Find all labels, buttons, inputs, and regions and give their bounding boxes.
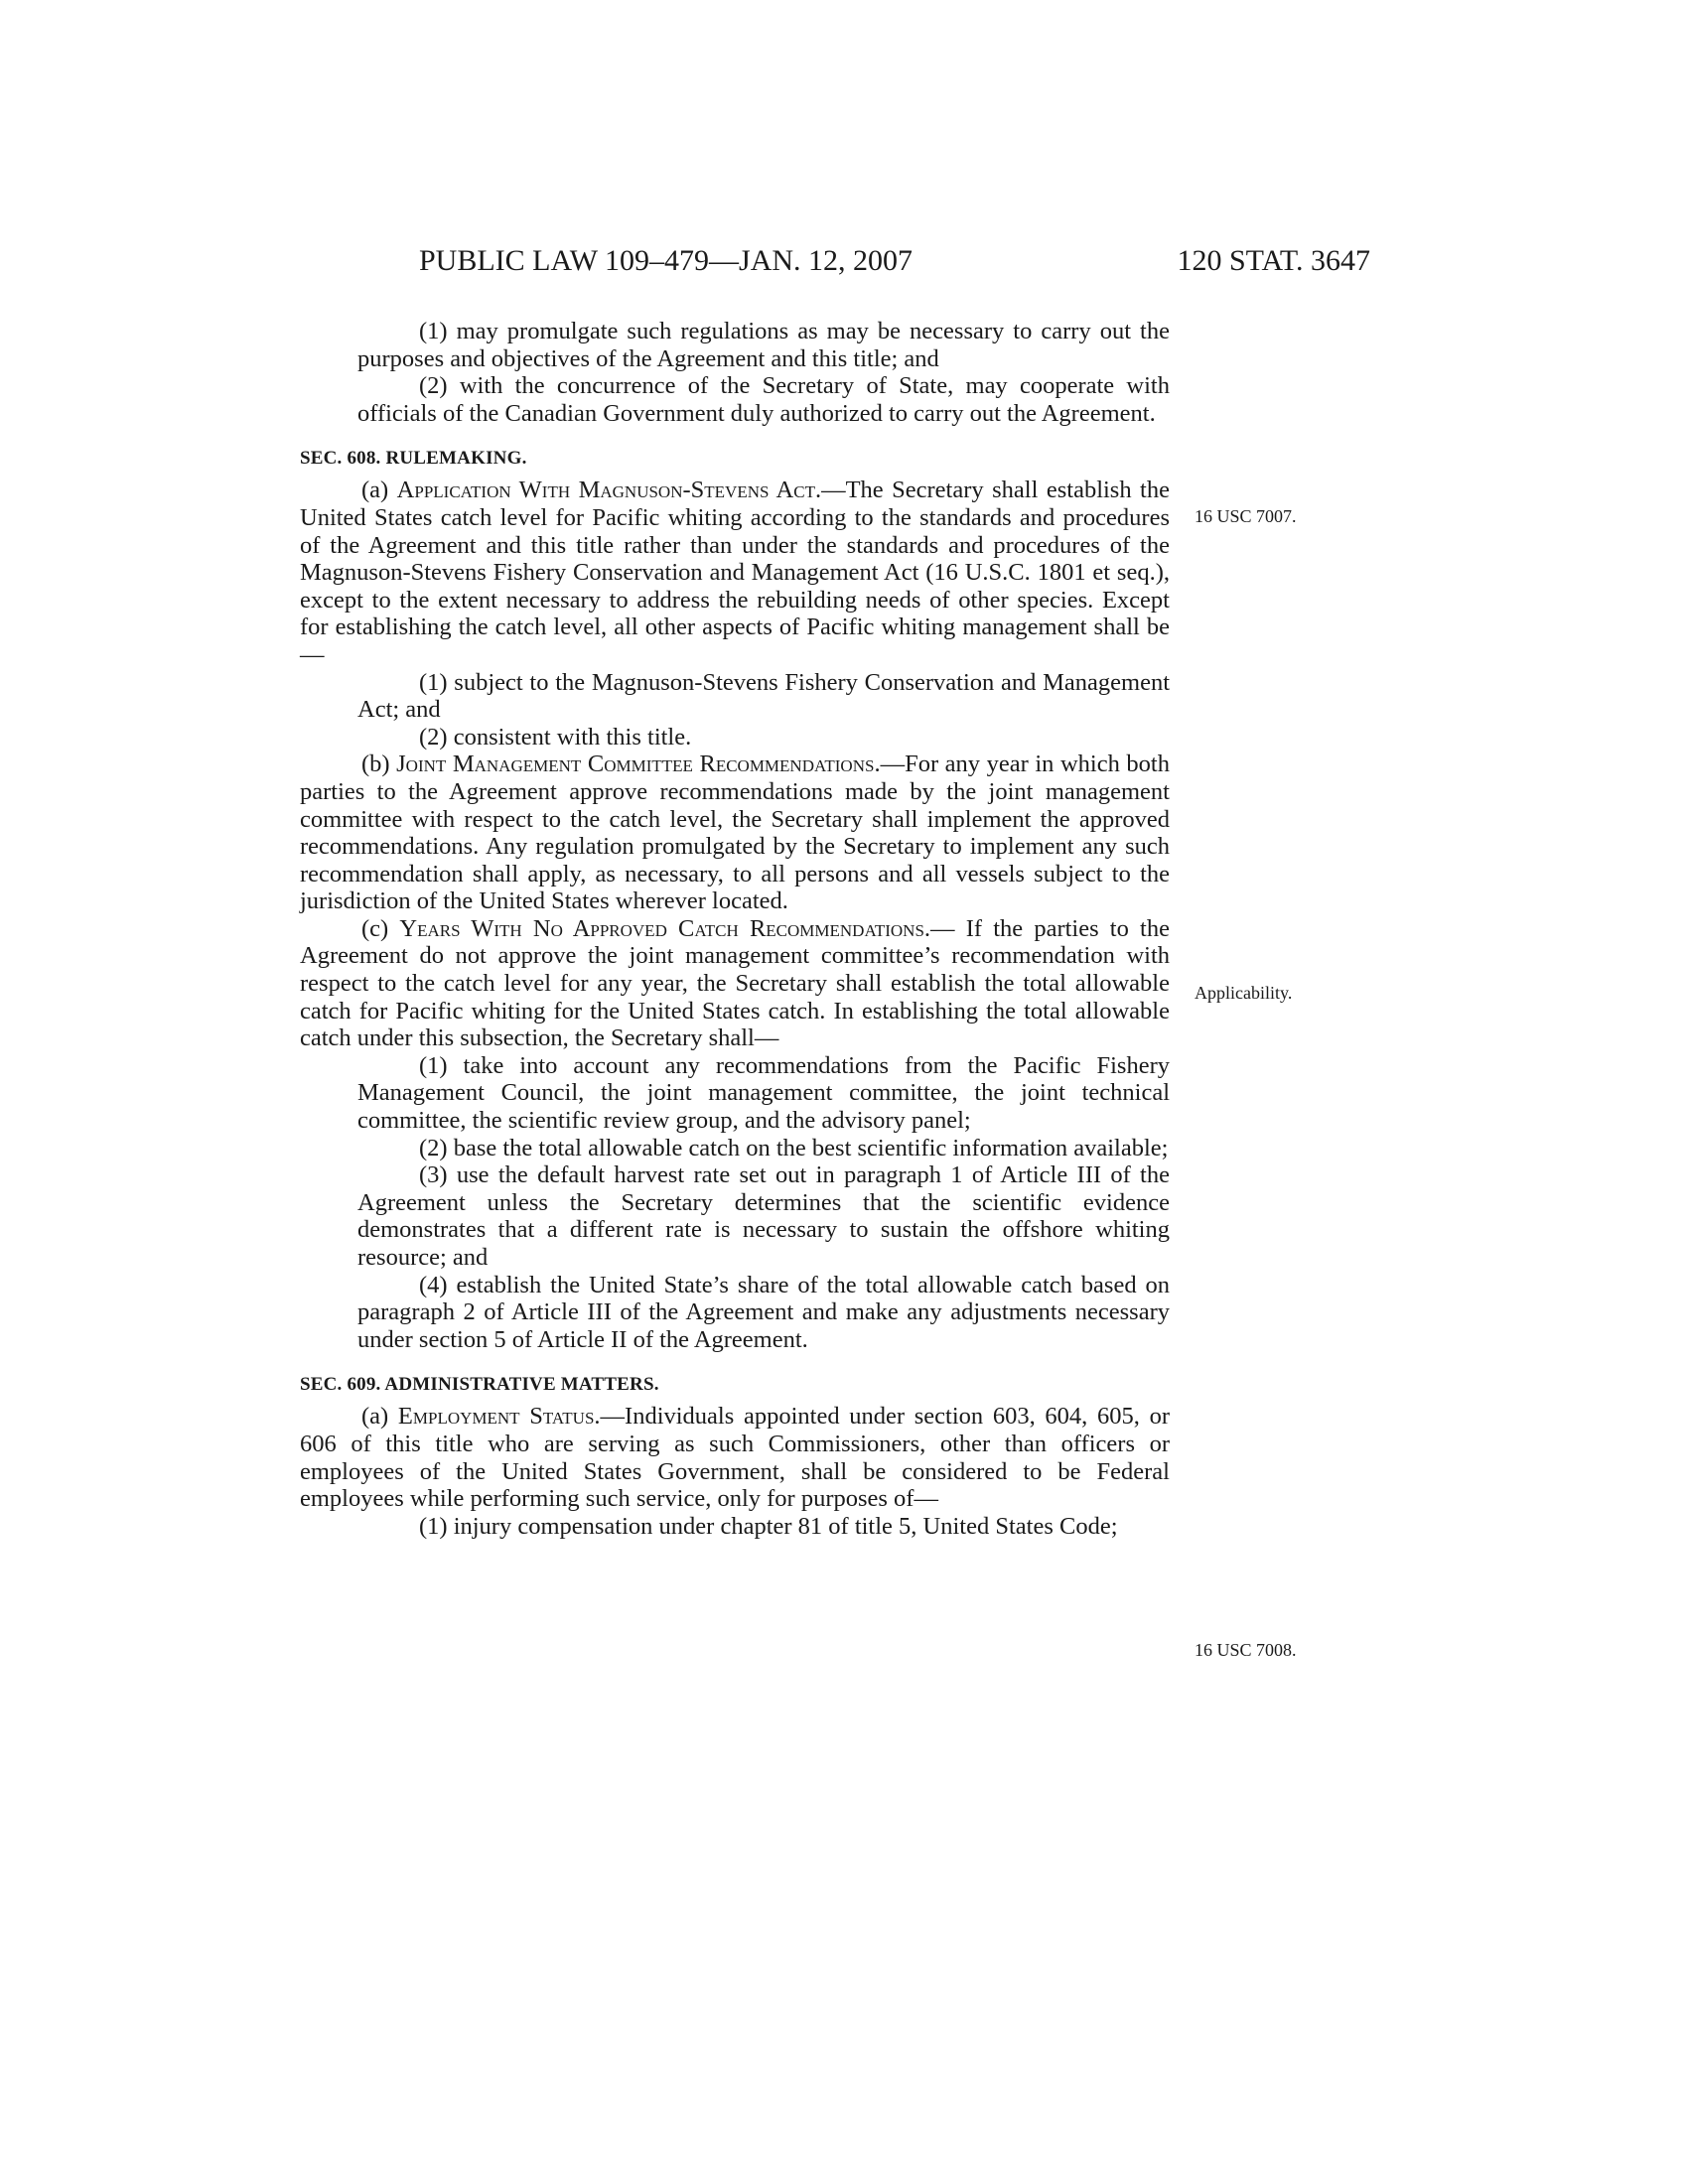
sec-608-c-label: (c) [361, 914, 400, 942]
sec-608-c-item-3: (3) use the default harvest rate set out in paragraph 1 of Article III of the Agreement unless the Secretary determines that the scientific evidence demonstrates that a different rate is necessary to sustain the offshore whiting resource; and [357, 1161, 1170, 1271]
sec-608-c-item-2: (2) base the total allowable catch on the best scientific information available; [419, 1134, 1169, 1161]
sec-609-heading: SEC. 609. ADMINISTRATIVE MATTERS. [300, 1374, 659, 1396]
sec-608-c-item-1: (1) take into account any recommendations from the Pacific Fishery Management Council, the joint management committee, the joint technical committee, the scientific review group, and the advisory panel; [357, 1051, 1170, 1135]
sec-609-a-item-1: (1) injury compensation under chapter 81 of title 5, United States Code; [419, 1512, 1118, 1540]
sec-608-a [300, 477, 1170, 668]
intro-item-2: (2) with the concurrence of the Secretary of State, may cooperate with officials of the Canadian Government duly authorized to carry out the Agreement. [357, 372, 1170, 427]
sec-608-b-label: (b) [361, 751, 397, 778]
body-text [300, 318, 1170, 1540]
sec-608-b-heading: Joint Management Committee Recommendations [396, 751, 875, 778]
sec-608-c-heading: Years With No Approved Catch Recommendations [399, 914, 924, 942]
statute-page-number: 120 STAT. 3647 [1177, 244, 1370, 277]
sec-608-a-item-1: (1) subject to the Magnuson-Stevens Fishery Conservation and Management Act; and [357, 668, 1170, 724]
margin-note-applicability: Applicability. [1195, 983, 1293, 1003]
sec-608-a-text: .—The Secretary shall establish the United States catch level for Pacific whiting according to the standards and procedures of the Agreement and this title rather than under the standards and procedures of the Magnuson-Stevens Fishery Conservation and Management Act (16 U.S.C. 1801 et seq.), except to the extent necessary to address the rebuilding needs of other species. Except for establishing the catch level, all other aspects of Pacific whiting management shall be— [300, 477, 1170, 668]
running-head-title: PUBLIC LAW 109–479—JAN. 12, 2007 [419, 244, 914, 277]
running-head [298, 244, 1370, 284]
sec-609-a [300, 1403, 1170, 1512]
sec-609-a-text: .—Individuals appointed under section 603, 604, 605, or 606 of this title who are serving as such Commissioners, other than officers or employees of the United States Government, shall be considered to be Federal employees while performing such service, only for purposes of— [300, 1403, 1170, 1513]
sec-608-b-text: .—For any year in which both parties to the Agreement approve recommendations made by the joint management committee with respect to the catch level, the Secretary shall implement the approved recommendations. Any regulation promulgated by the Secretary to implement any such recommendation shall apply, as necessary, to all persons and all vessels subject to the jurisdiction of the United States wherever located. [300, 751, 1170, 915]
sec-608-a-heading: Application With Magnuson-Stevens Act [396, 477, 815, 504]
intro-item-1: (1) may promulgate such regulations as may be necessary to carry out the purposes and objectives of the Agreement and this title; and [357, 318, 1170, 372]
sec-608-b [300, 751, 1170, 915]
sec-608-a-item-2: (2) consistent with this title. [419, 723, 692, 751]
sec-608-a-label: (a) [361, 477, 397, 504]
margin-note-16-usc-7007: 16 USC 7007. [1195, 506, 1297, 526]
sec-609-a-label: (a) [361, 1403, 398, 1431]
sec-608-c-text: .— If the parties to the Agreement do not approve the joint management committee’s recommendation with respect to the catch level for any year, the Secretary shall establish the total allowable catch for Pacific whiting for the United States catch. In establishing the total allowable catch under this subsection, the Secretary shall— [300, 914, 1170, 1052]
sec-608-c [300, 915, 1170, 1052]
margin-note-16-usc-7008: 16 USC 7008. [1195, 1640, 1297, 1660]
sec-609-a-heading: Employment Status [397, 1403, 595, 1431]
sec-608-heading: SEC. 608. RULEMAKING. [300, 448, 527, 470]
sec-608-c-item-4: (4) establish the United State’s share of the total allowable catch based on paragraph 2 of Article III of the Agreement and make any adjustments necessary under section 5 of Article II of the Agreement. [357, 1271, 1170, 1353]
